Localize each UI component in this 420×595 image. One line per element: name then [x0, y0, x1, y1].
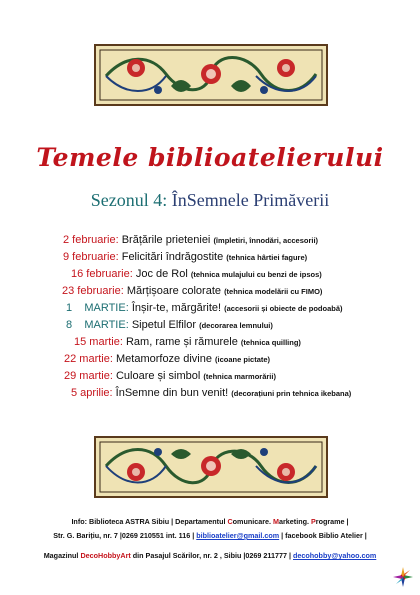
event-date: 8 MARTIE — [66, 319, 126, 331]
page-title: Temele biblioatelierului — [36, 143, 384, 172]
event-date: 22 martie — [64, 353, 110, 365]
event-name: Joc de Rol — [135, 268, 188, 280]
schedule-item: 5 aprilie: ÎnSemne din bun venit! (decorațiuni prin tehnica ikebana) — [71, 387, 352, 399]
schedule-item: 22 martie: Metamorfoze divine (icoane pictate) — [64, 353, 271, 365]
schedule-item: 15 martie: Ram, rame și rămurele (tehnica quilling) — [74, 336, 301, 348]
decohobby-logo-icon — [392, 566, 414, 588]
event-note: (accesorii și obiecte de podoabă) — [224, 304, 343, 313]
event-date: 9 februarie — [63, 251, 116, 263]
event-name: Felicitări îndrăgostite — [121, 251, 224, 263]
event-note: (icoane pictate) — [215, 355, 271, 364]
event-name: Mărțișoare colorate — [126, 285, 221, 297]
schedule-item: 1 MARTIE: Înșir-te, mărgărite! (accesorii și obiecte de podoabă) — [66, 302, 343, 314]
season-subtitle — [0, 190, 420, 211]
event-note: (tehnica mulajului cu benzi de ipsos) — [190, 270, 322, 279]
season-label: Sezonul 4: — [90, 190, 168, 210]
event-note: (împletiri, înnodări, accesorii) — [213, 236, 319, 245]
schedule-item: 8 MARTIE: Sipetul Elfilor (decorarea lemnului) — [66, 319, 273, 331]
schedule-item: 9 februarie: Felicitări îndrăgostite (tehnica hârtiei fagure) — [63, 251, 308, 263]
event-date: 5 aprilie — [71, 387, 110, 399]
ornament-graphic — [96, 46, 326, 104]
event-date: 23 februarie — [62, 285, 121, 297]
event-note: (tehnica quilling) — [240, 338, 301, 347]
event-date: 29 martie — [64, 370, 110, 382]
event-note: (decorarea lemnului) — [199, 321, 273, 330]
decorative-border-bottom — [94, 436, 328, 498]
decorative-border-top — [94, 44, 328, 106]
event-note: (tehnica hârtiei fagure) — [226, 253, 308, 262]
schedule-item: 16 februarie: Joc de Rol (tehnica mulajului cu benzi de ipsos) — [71, 268, 322, 280]
footer-contact-line: Str. G. Barițiu, nr. 7 |0269 210551 int. 116 | biblioatelier@gmail.com | facebook Biblio Atelier | — [53, 531, 367, 540]
footer-shop-line: Magazinul DecoHobbyArt din Pasajul Scărilor, nr. 2 , Sibiu |0269 211777 | decohobby@yahoo.com — [43, 551, 377, 560]
ornament-graphic — [96, 438, 326, 496]
event-name: Brățările prieteniei — [121, 234, 211, 246]
schedule-item: 29 martie: Culoare și simbol (tehnica marmorării) — [64, 370, 276, 382]
event-name: ÎnSemne din bun venit! — [115, 387, 229, 399]
event-name: Înșir-te, mărgărite! — [131, 302, 222, 314]
season-name: ÎnSemnele Primăverii — [171, 190, 330, 210]
email-link[interactable]: decohobby@yahoo.com — [293, 551, 377, 560]
email-link[interactable]: biblioatelier@gmail.com — [196, 531, 280, 540]
event-date: 2 februarie — [63, 234, 116, 246]
event-name: Metamorfoze divine — [115, 353, 212, 365]
event-date: 16 februarie — [71, 268, 130, 280]
event-date: 1 MARTIE — [66, 302, 126, 314]
schedule-item: 23 februarie: Mărțișoare colorate (tehnica modelării cu FIMO) — [62, 285, 323, 297]
event-note: (tehnica modelării cu FIMO) — [224, 287, 323, 296]
footer-info-line: Info: Biblioteca ASTRA Sibiu | Departamentul Comunicare. Marketing. Programe | — [71, 517, 349, 526]
schedule-item: 2 februarie: Brățările prieteniei (împletiri, înnodări, accesorii) — [63, 234, 319, 246]
event-name: Sipetul Elfilor — [131, 319, 197, 331]
event-note: (decorațiuni prin tehnica ikebana) — [231, 389, 352, 398]
event-name: Culoare și simbol — [115, 370, 201, 382]
event-name: Ram, rame și rămurele — [125, 336, 238, 348]
event-note: (tehnica marmorării) — [203, 372, 276, 381]
event-date: 15 martie — [74, 336, 120, 348]
